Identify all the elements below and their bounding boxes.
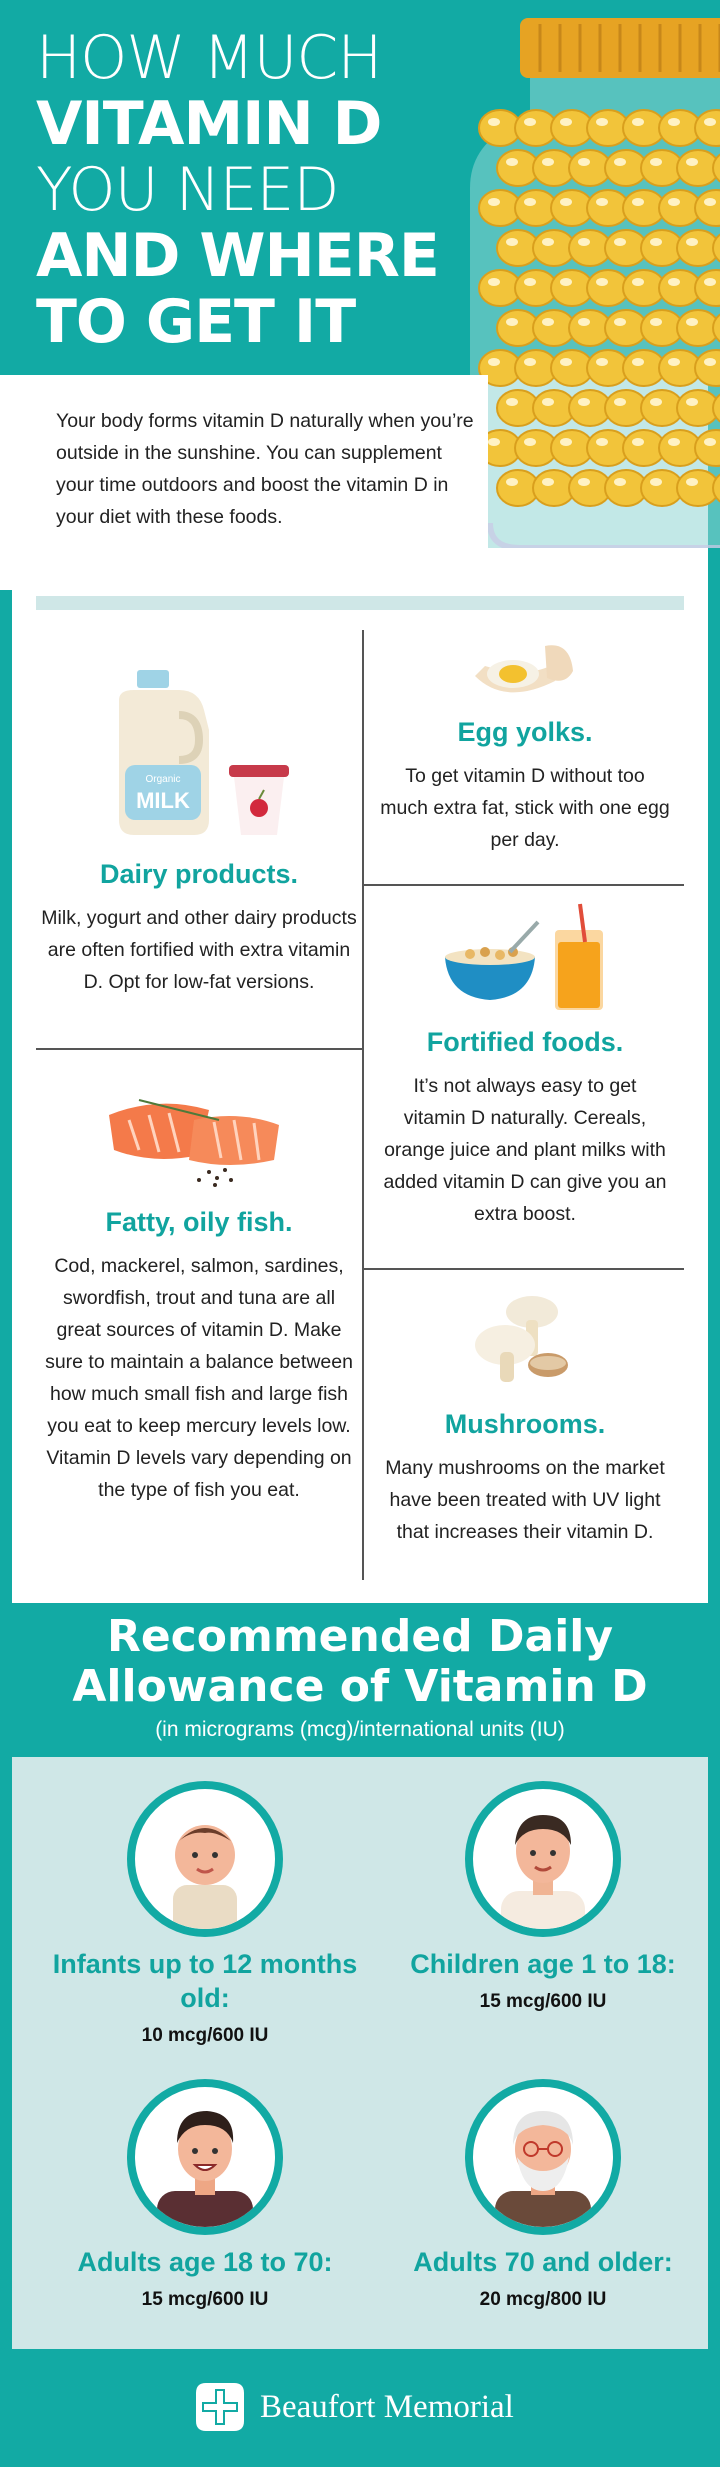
capsule-highlight [542,238,554,246]
capsule-highlight [506,238,518,246]
title-line-4: AND WHERE [36,221,439,291]
capsule-highlight [506,398,518,406]
svg-text:Organic: Organic [145,774,181,785]
capsule-highlight [614,398,626,406]
capsule-highlight [524,358,536,366]
capsule-highlight [596,278,608,286]
food-dairy [36,670,362,998]
capsule-highlight [560,118,572,126]
capsule-highlight [578,318,590,326]
footer [0,2349,720,2467]
rda-subtitle: (in micrograms (mcg)/international units (IU) [155,1718,565,1741]
group-children [378,1781,708,2013]
capsule-highlight [596,198,608,206]
dairy-title: Dairy products. [99,859,299,889]
capsule-highlight [596,438,608,446]
child-icon [465,1781,621,1937]
capsule-highlight [686,158,698,166]
fortified-text: It’s not always easy to get vitamin D naturally. Cereals, orange juice and plant milks with added vitamin D can give you an extra boost. [383,1075,667,1225]
section-divider [36,596,684,610]
seniors-value: 20 mcg/800 IU [479,2289,607,2310]
capsule-highlight [704,118,716,126]
capsule-highlight [650,398,662,406]
capsule-highlight [488,358,500,366]
capsule-highlight [524,278,536,286]
egg-title: Egg yolks. [457,717,593,747]
salmon-icon [99,1080,299,1190]
capsule-highlight [488,198,500,206]
capsule-highlight [704,438,716,446]
capsule-highlight [596,358,608,366]
capsule-highlight [632,118,644,126]
capsule-highlight [686,478,698,486]
food-fortified [380,902,670,1230]
capsule-highlight [650,238,662,246]
infant-icon [127,1781,283,1937]
capsule-highlight [704,358,716,366]
title-line-3: YOU NEED [36,155,339,225]
food-mushrooms [380,1290,670,1548]
capsule-highlight [668,358,680,366]
capsule-highlight [488,118,500,126]
capsule-highlight [668,278,680,286]
capsule-highlight [614,318,626,326]
milk-jug-icon [89,670,309,840]
capsule-highlight [614,238,626,246]
mushroom-icon [470,1290,580,1390]
rda-title-line-2: Allowance of Vitamin D [72,1661,648,1712]
cereal-juice-icon [440,902,610,1014]
capsule-highlight [596,118,608,126]
infants-label: Infants up to 12 months old: [52,1949,358,2013]
brand-logo [192,2379,514,2435]
brand-name: Beaufort Memorial [260,2388,514,2425]
row-divider [36,1048,362,1050]
capsule-highlight [650,478,662,486]
capsule-highlight [614,478,626,486]
capsule-highlight [686,238,698,246]
capsule-highlight [686,318,698,326]
capsule-highlight [668,438,680,446]
capsule-highlight [560,198,572,206]
capsule-highlight [614,158,626,166]
intro-text: Your body forms vitamin D naturally when you’re outside in the sunshine. You can supplement your time outdoors and boost the vitamin D in your diet with these foods. [56,410,474,528]
capsule-highlight [542,158,554,166]
capsule-highlight [632,358,644,366]
capsule-highlight [578,398,590,406]
food-egg [380,636,670,856]
egg-text: To get vitamin D without too much extra fat, stick with one egg per day. [380,765,670,851]
group-seniors [378,2079,708,2311]
capsule-highlight [560,438,572,446]
capsule-highlight [488,438,500,446]
capsule-highlight [488,278,500,286]
capsule-highlight [686,398,698,406]
children-label: Children age 1 to 18: [410,1949,676,1979]
capsule-highlight [578,478,590,486]
capsule-highlight [632,438,644,446]
capsule-highlight [632,198,644,206]
rda-title-line-1: Recommended Daily [106,1611,614,1662]
adults-label: Adults age 18 to 70: [77,2247,333,2277]
mushrooms-title: Mushrooms. [444,1409,606,1439]
capsule-highlight [632,278,644,286]
capsule-highlight [578,238,590,246]
group-adults [40,2079,370,2311]
capsule-highlight [668,118,680,126]
capsule-highlight [542,478,554,486]
row-divider [362,884,684,886]
capsule-highlight [650,158,662,166]
capsule-highlight [524,118,536,126]
capsule-highlight [560,278,572,286]
capsule-highlight [560,358,572,366]
page-title [36,23,439,358]
fish-title: Fatty, oily fish. [105,1207,293,1237]
svg-text:MILK: MILK [136,788,190,813]
capsule-highlight [668,198,680,206]
capsule-highlight [524,198,536,206]
capsule-highlight [704,198,716,206]
dairy-text: Milk, yogurt and other dairy products are often fortified with extra vitamin D. Opt for low-fat versions. [41,907,357,993]
capsule-highlight [650,318,662,326]
vitamin-jar-icon [470,18,720,548]
title-line-2: VITAMIN D [36,89,382,159]
adults-value: 15 mcg/600 IU [141,2289,269,2310]
capsule-highlight [578,158,590,166]
row-divider [362,1268,684,1270]
capsule-highlight [506,478,518,486]
capsule-highlight [542,318,554,326]
intro-box [0,375,488,590]
infants-value: 10 mcg/600 IU [141,2025,269,2046]
rda-panel [12,1757,708,2349]
cross-logo-icon [192,2379,248,2435]
fish-text: Cod, mackerel, salmon, sardines, swordfish, trout and tuna are all great sources of vitamin D. Make sure to maintain a balance between how much small fish and large fish you eat to keep mercury levels low. Vitamin D levels vary depending on the type of fish you eat. [45,1255,353,1501]
capsule-highlight [704,278,716,286]
capsule-highlight [542,398,554,406]
rda-heading [0,1612,720,1742]
senior-icon [465,2079,621,2235]
food-fish [36,1080,362,1506]
column-divider [362,630,364,1580]
title-line-1: HOW MUCH [36,23,382,93]
seniors-label: Adults 70 and older: [413,2247,673,2277]
mushrooms-text: Many mushrooms on the market have been treated with UV light that increases their vitamin D. [385,1457,665,1543]
capsule-highlight [506,158,518,166]
capsule-highlight [524,438,536,446]
egg-icon [465,636,585,706]
capsule-highlight [506,318,518,326]
children-value: 15 mcg/600 IU [479,1991,607,2012]
adult-icon [127,2079,283,2235]
title-line-5: TO GET IT [36,287,356,357]
fortified-title: Fortified foods. [426,1027,624,1057]
group-infants [40,1781,370,2047]
